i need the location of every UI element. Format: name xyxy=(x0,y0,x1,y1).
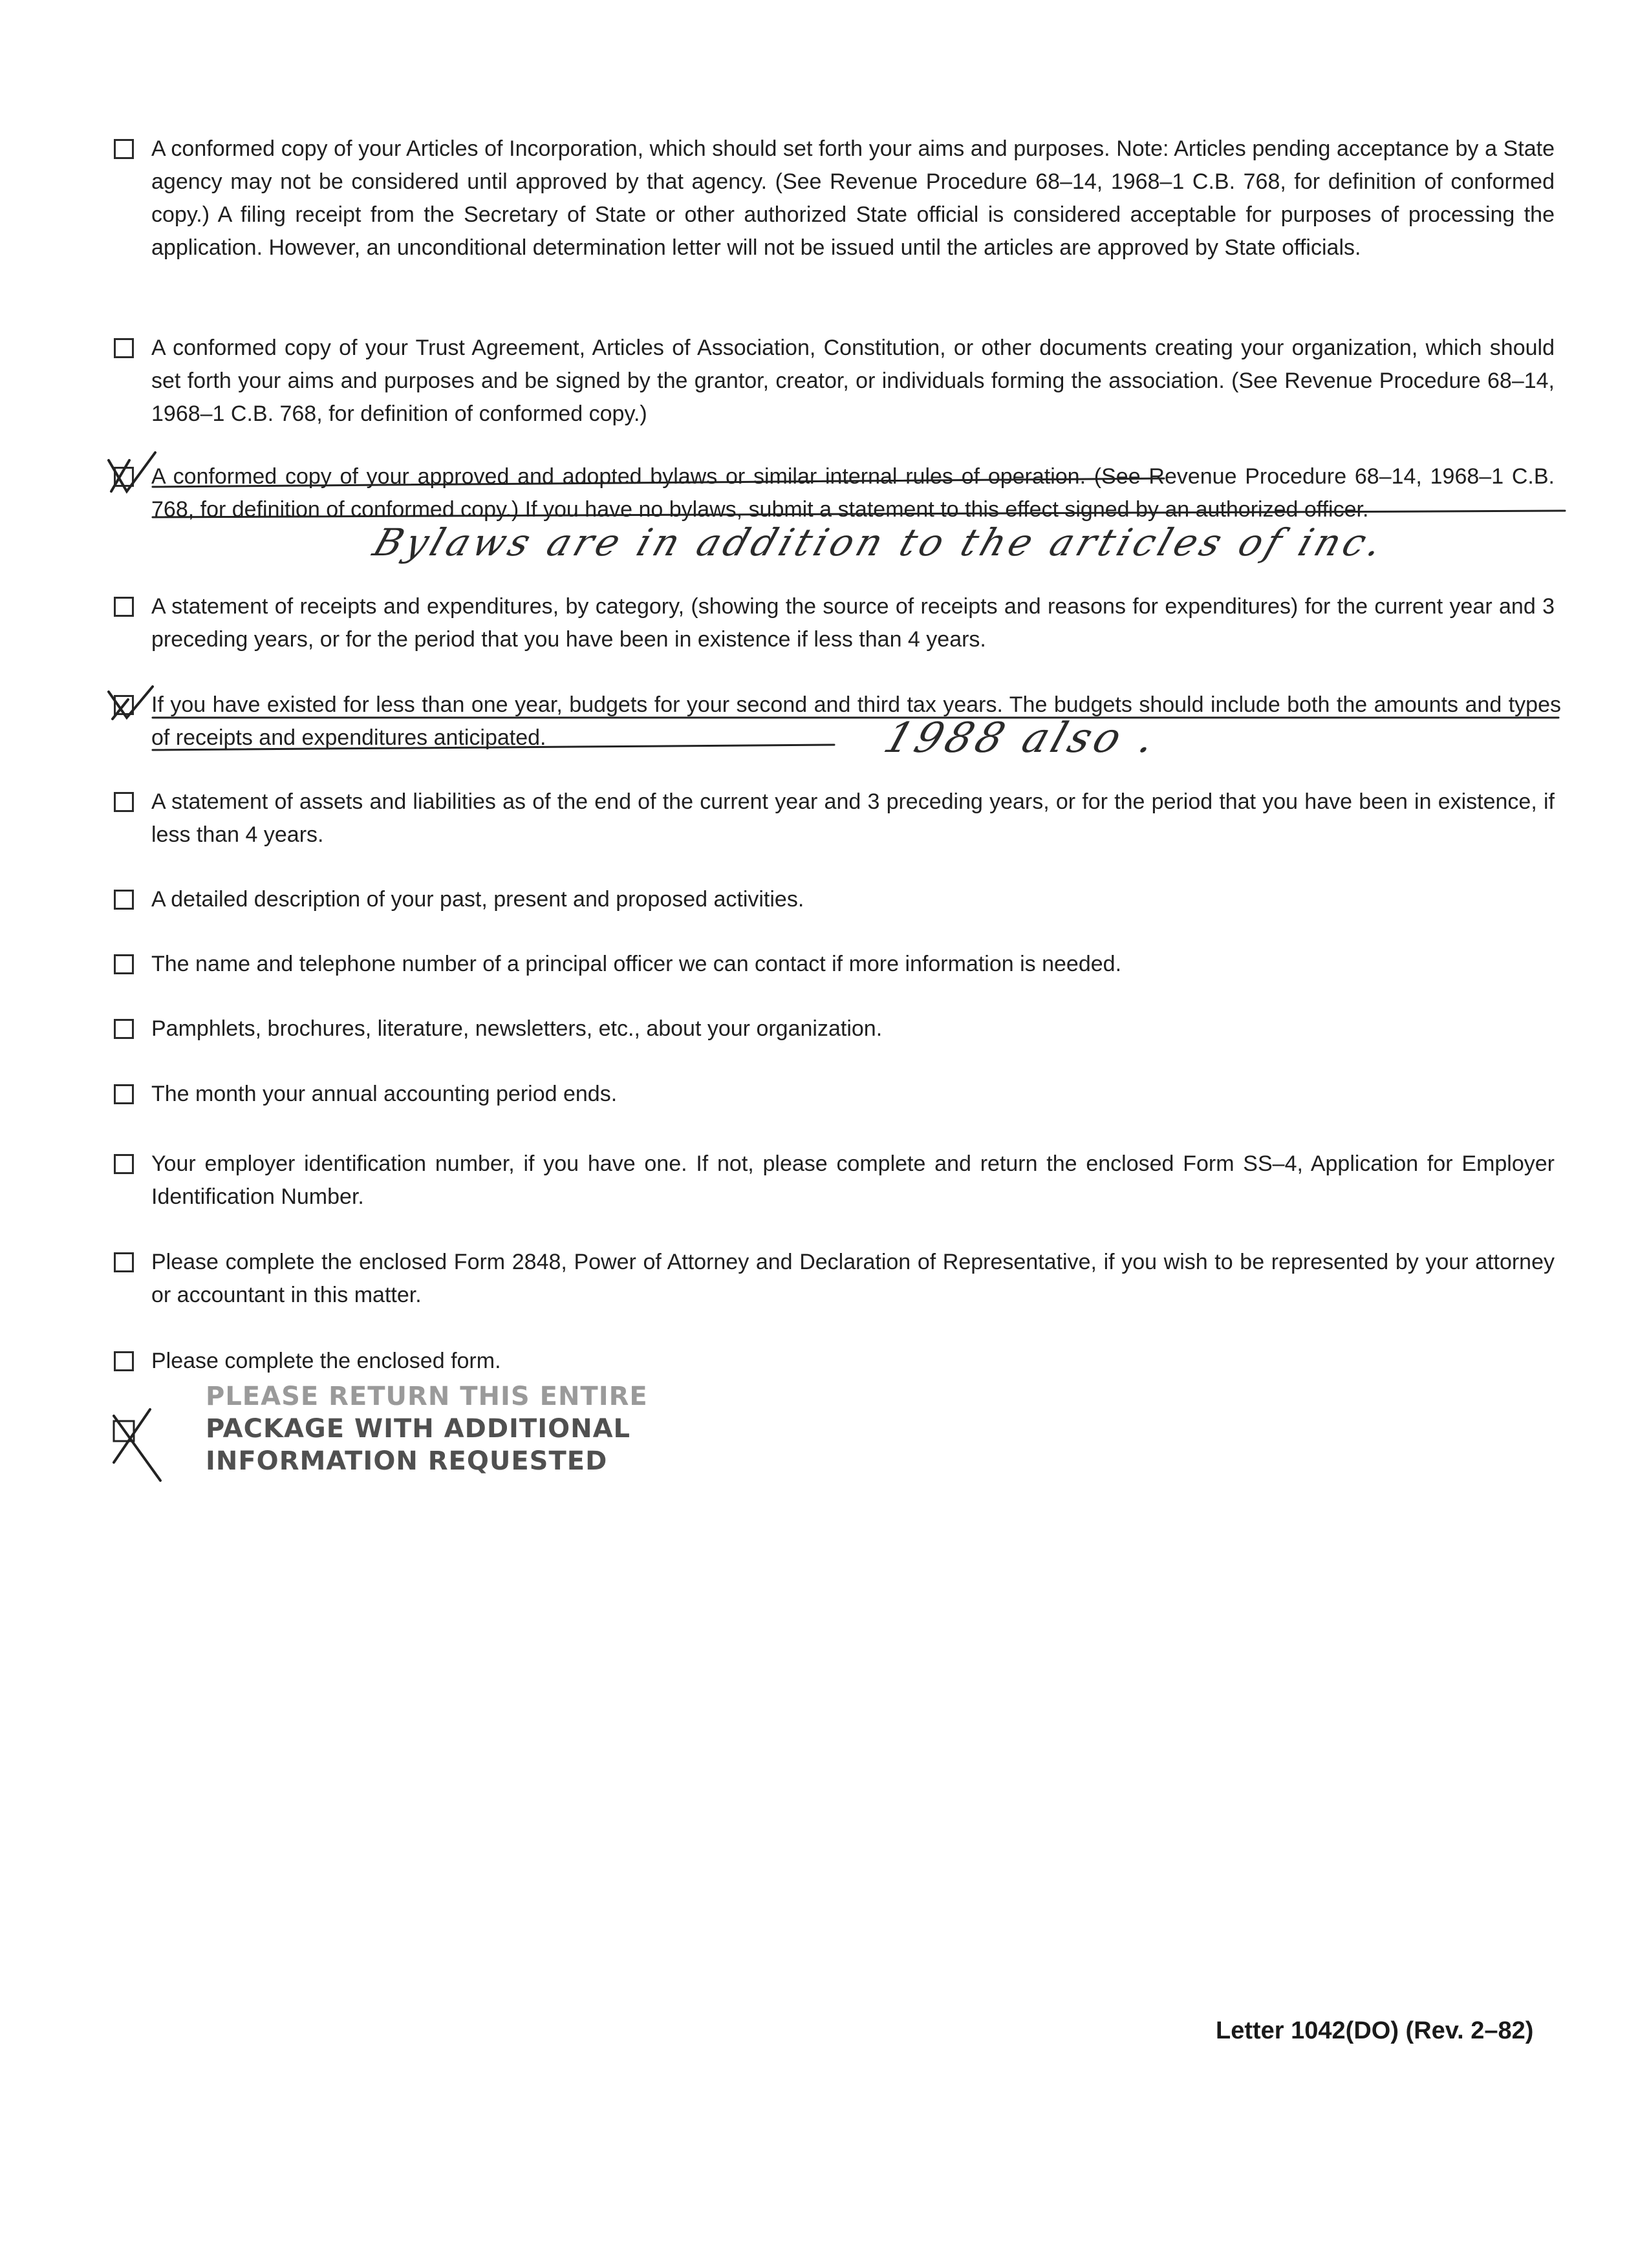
item-text: A conformed copy of your Articles of Incorporation, which should set forth your aims and purposes. Note: Articles pending acceptance by a State agency may not be considered until approved by that agency. (See Revenue Procedure 68–14, 1968–1 C.B. 768, for definition of conformed copy.) A filing receipt from the Secretary of State or other authorized State official is considered acceptable for purposes of processing the application. However, an unconditional determination letter will not be issued until the articles are approved by State officials. xyxy=(151,136,1555,260)
item-text: A conformed copy of your Trust Agreement, Articles of Association, Constitution, or other documents creating your organization, which should set forth your aims and purposes and be signed by the grantor, creator, or individuals forming the association. (See Revenue Procedure 68–14, 1968–1 C.B. 768, for definition of conformed copy.) xyxy=(151,336,1555,426)
item-text: Please complete the enclosed Form 2848, Power of Attorney and Declaration of Representative, if you wish to be represented by your attorney or accountant in this matter. xyxy=(151,1250,1555,1307)
item-text: Please complete the enclosed form. xyxy=(151,1349,501,1373)
form-footer: Letter 1042(DO) (Rev. 2–82) xyxy=(1216,2017,1534,2044)
item-text: Pamphlets, brochures, literature, newsletters, etc., about your organization. xyxy=(151,1016,883,1041)
checkbox-checked[interactable] xyxy=(114,695,134,715)
item-text: A statement of assets and liabilities as of the end of the current year and 3 preceding years, or for the period that you have been in existence, if less than 4 years. xyxy=(151,789,1555,847)
item-text: A detailed description of your past, present and proposed activities. xyxy=(151,887,804,912)
checkbox[interactable] xyxy=(114,1252,134,1272)
stamp-line-2: PACKAGE WITH ADDITIONAL xyxy=(206,1414,631,1444)
x-mark-stamp xyxy=(114,1416,160,1481)
item-text: A conformed copy of your approved and adopted bylaws or similar internal rules of operation. (See Revenue Procedure 68–14, 1968–1 C.B. 768, for definition of conformed copy.) If you have no bylaws, submit a statement to this effect signed by an authorized officer. xyxy=(151,464,1555,522)
item-text: A statement of receipts and expenditures, by category, (showing the source of receipts and reasons for expenditures) for the current year and 3 preceding years, or for the period that you have been in existence if less than 4 years. xyxy=(151,594,1555,652)
return-package-stamp xyxy=(206,1380,648,1477)
checkbox[interactable] xyxy=(114,139,134,159)
item-text: The month your annual accounting period ends. xyxy=(151,1082,618,1106)
checkbox-checked[interactable] xyxy=(114,467,134,487)
checkbox[interactable] xyxy=(114,338,134,358)
stamp-line-3: INFORMATION REQUESTED xyxy=(206,1446,608,1476)
item-text: The name and telephone number of a principal officer we can contact if more information is needed. xyxy=(151,952,1122,976)
item-text: Your employer identification number, if you have one. If not, please complete and return the enclosed Form SS–4, Application for Employer Identification Number. xyxy=(151,1151,1555,1209)
handwritten-budget-note: 1988 also . xyxy=(878,714,1165,762)
checkbox[interactable] xyxy=(114,1084,134,1104)
checkbox[interactable] xyxy=(114,890,134,910)
handwritten-bylaws-note: Bylaws are in addition to the articles of inc. xyxy=(367,520,1392,564)
checkbox[interactable] xyxy=(114,1154,134,1174)
checkbox[interactable] xyxy=(114,1019,134,1039)
checkbox[interactable] xyxy=(114,792,134,812)
checkbox[interactable] xyxy=(114,954,134,974)
checkbox[interactable] xyxy=(114,597,134,617)
checkbox[interactable] xyxy=(114,1351,134,1371)
stamp-line-1: PLEASE RETURN THIS ENTIRE xyxy=(206,1382,648,1411)
item-text: If you have existed for less than one year, budgets for your second and third tax years. The budgets should include both the amounts and types of receipts and expenditures anticipated. xyxy=(151,692,1561,750)
